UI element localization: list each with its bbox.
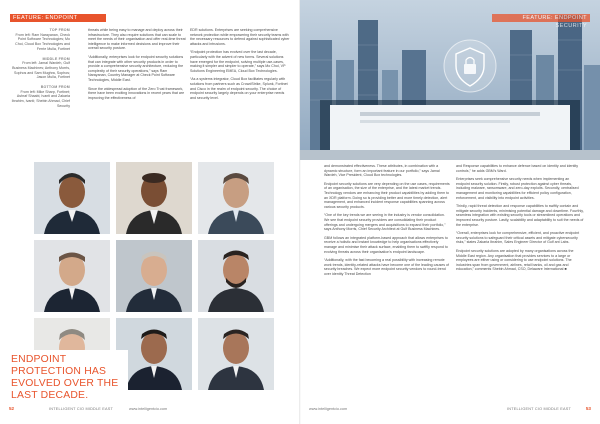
- caption-names: From left: Ram Narayanan, Check Point Software Technologies; Mo Choi, Cloud Box Technologies and Ferrie Mulla, Fortinet: [15, 32, 70, 51]
- caption-position: BOTTOM FROM: [40, 85, 70, 90]
- paragraph: Enterprises seek comprehensive security needs when implementing an endpoint security solution. Firstly, robust protection against cyber threats, including malware, ransomware, and zero-day exploits. Secondly, centralised management and monitoring capabilities for efficient policy configuration, enforcement, and visibility into endpoint activities.: [456, 177, 579, 200]
- paragraph: “Endpoint protection has evolved over the last decade, particularly with the advent of new forms. Several solutions have emerged for the endpoint, solving multiple use-cases, making it simpler and simpler to operate,” says Mo Choi, VP Solutions Engineering EMEA, Cloud Box Technologies.: [190, 50, 286, 73]
- page-number: 53: [585, 406, 591, 411]
- right-page: [300, 0, 600, 424]
- website-url[interactable]: www.intelligentcio.com: [129, 407, 168, 411]
- portrait-photo: [116, 162, 192, 234]
- portrait-photo: [34, 240, 110, 312]
- caption-names: From left: Jamal Wardeh, Gulf Business Machines; Anthony Morris, Sophos and Sam Mughra, Sophos; Jason Mulla, Fortinet: [12, 61, 70, 80]
- paragraph: “Additionally, enterprises look for endpoint security solutions that can integrate with other security products in order to provide a comprehensive security architecture, reducing the complexity of their security operations,” says Ram Narayanan, Country Manager at Check Point Software Technologies, Middle East.: [88, 54, 184, 82]
- paragraph: “Overall, enterprises look for comprehensive, efficient, and proactive endpoint security solutions to safeguard their critical assets and mitigate cybersecurity risks,” states Zakaria Ibrahim, Sales Engineer Director of Gulf ant Labs.: [456, 231, 580, 245]
- article-column-1: [88, 28, 186, 104]
- magazine-name: INTELLIGENT CIO MIDDLE EAST: [49, 407, 113, 411]
- portrait-photo: [198, 240, 274, 312]
- caption-position: MIDDLE FROM: [42, 56, 70, 61]
- article-column-2: [190, 28, 290, 104]
- caption-position: TOP FROM: [49, 28, 70, 32]
- paragraph: Thirdly, rapid threat detection and response capabilities to swiftly contain and mitigate security incidents, minimising potential damage and downtime. Fourthly, seamless integration with existing security tools or streamlined operations and improved security posture. Lastly, scalability and adaptability to suit the needs of the enterprise.: [456, 204, 584, 227]
- portrait-photo: [198, 162, 274, 234]
- article-column-4: [456, 164, 584, 276]
- paragraph: Endpoint security solutions are very depending on the use cases, requirements of an organisation, the size of the enterprise, and the latest market trends. Technology vendors are enhancing their product capabilities by adding them to an XDR platform. Doing so is providing better and more timely detection, alert management, and enhanced incident response capabilities spanning across various security products.: [324, 181, 450, 209]
- paragraph: EDR solutions. Enterprises are seeking comprehensive network protection while empowering their security teams with the necessary resources to defend against sophisticated cyber attacks and intrusions.: [190, 28, 290, 46]
- portrait-photo: [116, 240, 192, 312]
- caption-column: [10, 28, 70, 114]
- page-number: 52: [9, 406, 15, 411]
- pull-quote-text: ENDPOINT PROTECTION HAS EVOLVED OVER THE LAST DECADE.: [11, 354, 119, 401]
- paragraph: “Additionally, with the fast becoming a real possibility with increasing remote work trends, identity-related attacks have become one of the leading causes of security breaches. We expect more endpoint security vendors to round-trend over identity Threat Detection: [324, 258, 450, 276]
- page-footer: [309, 404, 591, 414]
- magazine-name: INTELLIGENT CIO MIDDLE EAST: [507, 407, 571, 411]
- paragraph: GBM follows an integrated platform-based approach that allows enterprises to receive a holistic and instant knowledge to help organisations effectively manage and minimise their attack surface, enabling them to swiftly respond to evolving threats across their organisation’s endpoint landscape.: [324, 235, 448, 254]
- page-footer: [9, 404, 291, 414]
- paragraph: Since the widespread adoption of the Zero Trust framework, there have been exciting innovations in recent years that are improving the effectiveness of: [88, 86, 185, 100]
- article-column-3: [324, 164, 450, 280]
- photo-caption: [10, 28, 70, 52]
- website-url[interactable]: www.intelligentcio.com: [309, 407, 348, 411]
- section-tag: FEATURE: ENDPOINT SECURITY: [10, 14, 106, 22]
- paragraph: “As a systems integrator, Cloud Box facilitates regularly with solutions from partners such as CrowdStrike, Splunk, Fortinet and Cisco in the realm of endpoint security. The choice of endpoint security largely depends on your enterprise needs and security level.: [190, 77, 288, 100]
- portrait-photo: [34, 162, 110, 234]
- paragraph: “One of the key trends we are seeing in the industry is vendor consolidation. We see that endpoint security providers are consolidating their product offerings and undergoing mergers and acquisitions to expand their portfolio,” says Anthony Morris, Chief Security Architect at Gulf Business Machines.: [324, 213, 446, 232]
- paragraph: Endpoint security solutions are adopted by many organisations across the Middle East region. Any organisation that provides services to a large or employees are either using or considering to use endpoint solutions. The industries span from government, airlines, retail banks, oil and gas and education,” comments Shebin Ahmad, CSO, Delaware International ■: [456, 248, 574, 272]
- photo-caption: [10, 85, 70, 109]
- portrait-photo: [198, 318, 274, 390]
- caption-names: From left: Mike Sharp, Fortinet; Ashraf Shaabi, Ivanti and Zakaria Ibrahim, Ivanti; Shebin Ahmad, Chief Security: [11, 89, 70, 108]
- paragraph: and demonstrated effectiveness. These attributes, in combination with a dynamic structure, form an important feature in our portfolio,” says Jamal Wardeh, Vice President, Cloud Box technologies.: [324, 164, 440, 178]
- section-tag: FEATURE: ENDPOINT SECURITY: [492, 14, 590, 22]
- photo-caption: [10, 57, 70, 81]
- paragraph: and Response capabilities to enhance defence based on identity and identity controls,” he adds GBM’s Ward.: [456, 164, 579, 173]
- paragraph: threats while being easy to manage and deploy across their infrastructure. They also require solutions that can scale to meet the needs of their organisation and offer real-time threat intelligence to make informed decisions and improve their overall security posture.: [88, 28, 186, 51]
